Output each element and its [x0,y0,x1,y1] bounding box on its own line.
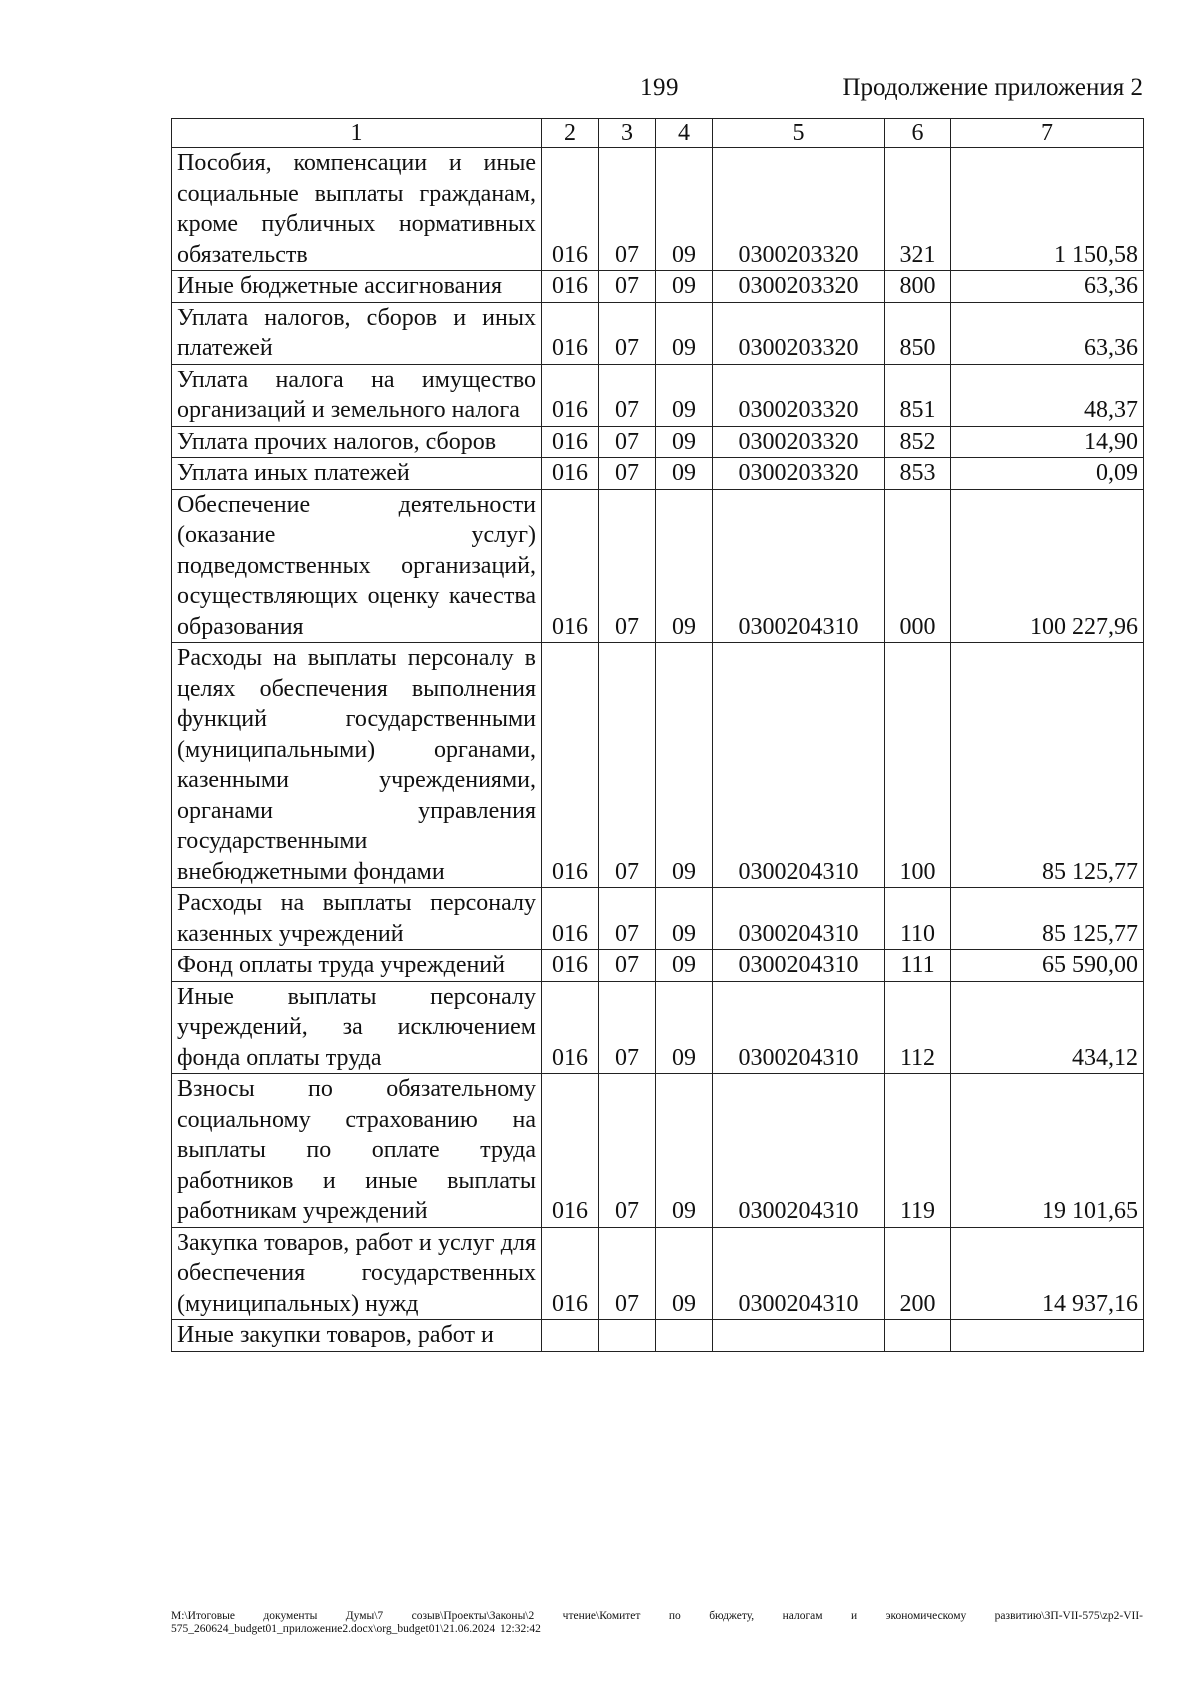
expense-type-cell: 100 [885,643,951,888]
amount-cell: 434,12 [951,981,1144,1074]
subsection-code-cell: 09 [656,364,713,426]
chapter-code-cell: 016 [542,489,599,643]
target-article-cell: 0300203320 [713,364,885,426]
table-row [172,271,1144,303]
table-row [172,643,1144,888]
expense-type-cell: 853 [885,458,951,490]
row-name-cell: Уплата прочих налогов, сборов [172,426,542,458]
column-header: 4 [656,119,713,148]
target-article-cell: 0300204310 [713,981,885,1074]
row-name-cell: Обеспечение деятельности (оказание услуг) подведомственных организаций, осуществляющих оценку качества образования [172,489,542,643]
chapter-code-cell: 016 [542,271,599,303]
amount-cell: 48,37 [951,364,1144,426]
column-header: 7 [951,119,1144,148]
row-name-cell: Иные закупки товаров, работ и [172,1320,542,1352]
amount-cell: 65 590,00 [951,950,1144,982]
section-code-cell: 07 [599,426,656,458]
target-article-cell: 0300204310 [713,888,885,950]
expense-type-cell: 000 [885,489,951,643]
amount-cell: 14,90 [951,426,1144,458]
chapter-code-cell: 016 [542,981,599,1074]
expense-type-cell [885,1320,951,1352]
target-article-cell: 0300204310 [713,489,885,643]
section-code-cell: 07 [599,148,656,271]
subsection-code-cell: 09 [656,888,713,950]
table-row [172,426,1144,458]
document-path-footer: M:\Итоговые документы Думы\7 созыв\Проекты\Законы\2 чтение\Комитет по бюджету, налогам и экономическому развитию\ЗП-VII-575\zp2-VII-575_260624_budget01_приложение2.docx\org_budget01\21.06.2024 12:32:42 [171,1610,1143,1635]
column-header: 3 [599,119,656,148]
chapter-code-cell: 016 [542,643,599,888]
table-row [172,148,1144,271]
amount-cell [951,1320,1144,1352]
row-name-cell: Иные бюджетные ассигнования [172,271,542,303]
row-name-cell: Расходы на выплаты персоналу казенных учреждений [172,888,542,950]
expense-type-cell: 850 [885,302,951,364]
amount-cell: 63,36 [951,302,1144,364]
subsection-code-cell: 09 [656,489,713,643]
subsection-code-cell: 09 [656,981,713,1074]
table-row [172,1227,1144,1320]
column-header: 1 [172,119,542,148]
row-name-cell: Взносы по обязательному социальному страхованию на выплаты по оплате труда работников и иные выплаты работникам учреждений [172,1074,542,1228]
row-name-cell: Иные выплаты персоналу учреждений, за исключением фонда оплаты труда [172,981,542,1074]
target-article-cell: 0300204310 [713,1227,885,1320]
section-code-cell: 07 [599,458,656,490]
amount-cell: 100 227,96 [951,489,1144,643]
row-name-cell: Уплата иных платежей [172,458,542,490]
subsection-code-cell: 09 [656,643,713,888]
section-code-cell: 07 [599,364,656,426]
expense-type-cell: 119 [885,1074,951,1228]
section-code-cell: 07 [599,950,656,982]
row-name-cell: Расходы на выплаты персоналу в целях обеспечения выполнения функций государственными (муниципальными) органами, казенными учреждениями, органами управления государственными внебюджетными фондами [172,643,542,888]
expense-type-cell: 800 [885,271,951,303]
table-row [172,458,1144,490]
amount-cell: 14 937,16 [951,1227,1144,1320]
chapter-code-cell: 016 [542,426,599,458]
amount-cell: 0,09 [951,458,1144,490]
amount-cell: 19 101,65 [951,1074,1144,1228]
section-code-cell: 07 [599,981,656,1074]
column-header: 6 [885,119,951,148]
target-article-cell: 0300204310 [713,643,885,888]
amount-cell: 1 150,58 [951,148,1144,271]
target-article-cell: 0300203320 [713,302,885,364]
table-row [172,888,1144,950]
subsection-code-cell: 09 [656,426,713,458]
target-article-cell: 0300204310 [713,950,885,982]
target-article-cell: 0300203320 [713,148,885,271]
target-article-cell [713,1320,885,1352]
target-article-cell: 0300203320 [713,458,885,490]
expense-type-cell: 321 [885,148,951,271]
expense-type-cell: 851 [885,364,951,426]
table-row [172,1074,1144,1228]
expense-type-cell: 852 [885,426,951,458]
chapter-code-cell: 016 [542,458,599,490]
table-row [172,489,1144,643]
subsection-code-cell: 09 [656,302,713,364]
table-row [172,981,1144,1074]
table-header-row [172,119,1144,148]
chapter-code-cell: 016 [542,1227,599,1320]
chapter-code-cell [542,1320,599,1352]
subsection-code-cell [656,1320,713,1352]
chapter-code-cell: 016 [542,148,599,271]
chapter-code-cell: 016 [542,1074,599,1228]
column-header: 2 [542,119,599,148]
chapter-code-cell: 016 [542,950,599,982]
table-row [172,302,1144,364]
row-name-cell: Закупка товаров, работ и услуг для обеспечения государственных (муниципальных) нужд [172,1227,542,1320]
table-row [172,364,1144,426]
subsection-code-cell: 09 [656,148,713,271]
subsection-code-cell: 09 [656,1074,713,1228]
row-name-cell: Фонд оплаты труда учреждений [172,950,542,982]
row-name-cell: Уплата налогов, сборов и иных платежей [172,302,542,364]
expense-type-cell: 112 [885,981,951,1074]
chapter-code-cell: 016 [542,364,599,426]
subsection-code-cell: 09 [656,271,713,303]
section-code-cell: 07 [599,489,656,643]
expense-type-cell: 110 [885,888,951,950]
amount-cell: 63,36 [951,271,1144,303]
section-code-cell: 07 [599,888,656,950]
subsection-code-cell: 09 [656,1227,713,1320]
section-code-cell: 07 [599,1074,656,1228]
target-article-cell: 0300203320 [713,426,885,458]
section-code-cell [599,1320,656,1352]
expense-type-cell: 111 [885,950,951,982]
amount-cell: 85 125,77 [951,888,1144,950]
section-code-cell: 07 [599,271,656,303]
page-number: 199 [640,74,679,101]
column-header: 5 [713,119,885,148]
section-code-cell: 07 [599,1227,656,1320]
budget-table [171,118,1144,1352]
chapter-code-cell: 016 [542,302,599,364]
row-name-cell: Пособия, компенсации и иные социальные выплаты гражданам, кроме публичных нормативных обязательств [172,148,542,271]
table-row [172,950,1144,982]
chapter-code-cell: 016 [542,888,599,950]
section-code-cell: 07 [599,643,656,888]
subsection-code-cell: 09 [656,458,713,490]
amount-cell: 85 125,77 [951,643,1144,888]
subsection-code-cell: 09 [656,950,713,982]
section-code-cell: 07 [599,302,656,364]
table-row [172,1320,1144,1352]
target-article-cell: 0300203320 [713,271,885,303]
expense-type-cell: 200 [885,1227,951,1320]
continuation-label: Продолжение приложения 2 [842,74,1143,101]
target-article-cell: 0300204310 [713,1074,885,1228]
row-name-cell: Уплата налога на имущество организаций и земельного налога [172,364,542,426]
